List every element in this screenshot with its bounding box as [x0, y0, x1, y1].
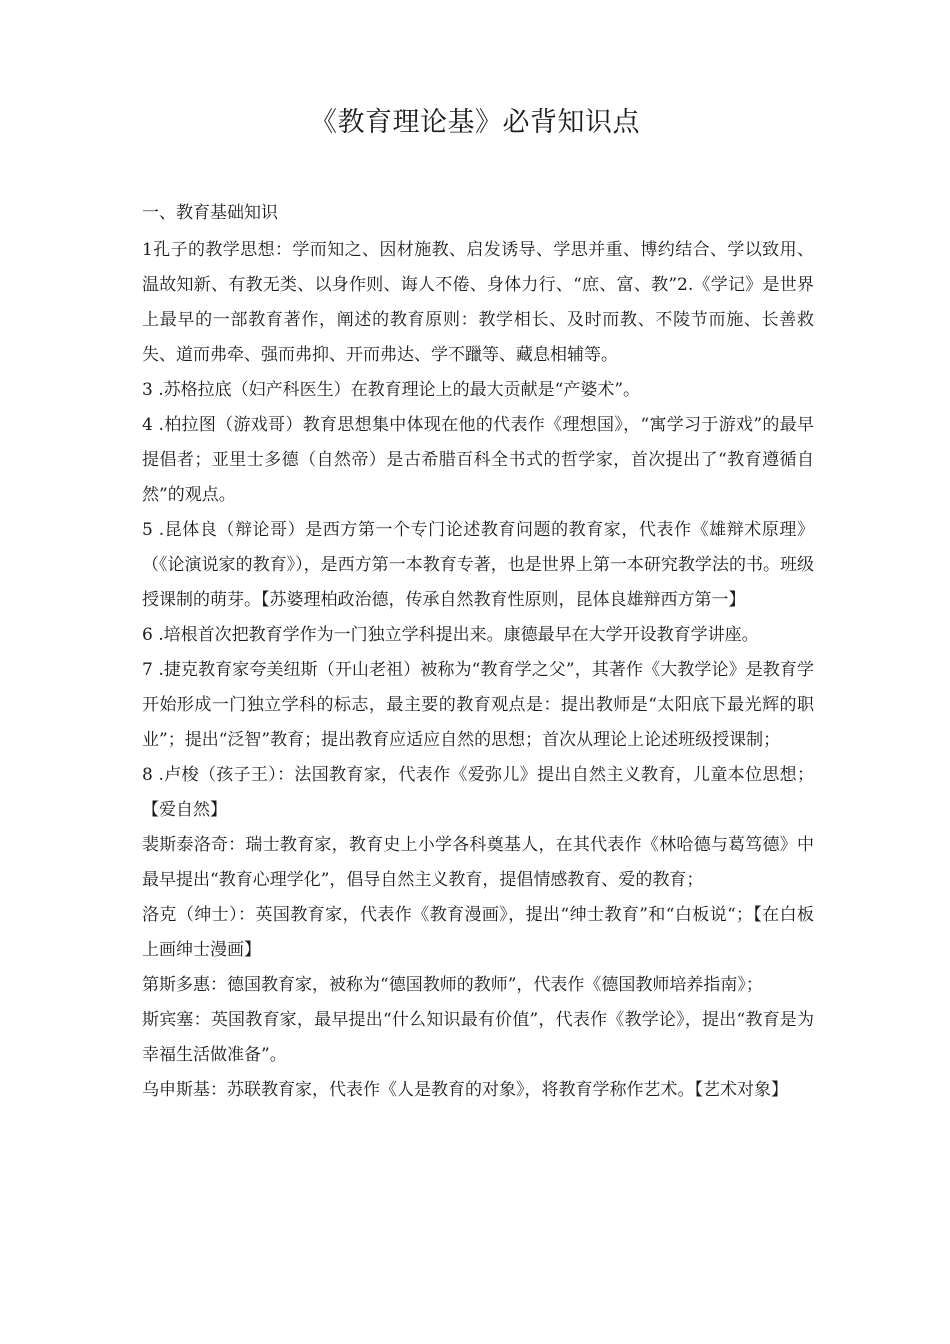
paragraph-diesterweg: 第斯多惠：德国教育家，被称为“德国教师的教师”，代表作《德国教师培养指南》；	[142, 975, 763, 995]
paragraph-plato-aristotle: 4 .柏拉图（游戏哥）教育思想集中体现在他的代表作《理想国》，“寓学习于游戏”的最早提倡者；亚里士多德（自然帝）是古希腊百科全书式的哲学家，首次提出了“教育遵循自然”的观点。	[142, 415, 814, 505]
paragraph-bacon-kant: 6 .培根首次把教育学作为一门独立学科提出来。康德最早在大学开设教育学讲座。	[142, 625, 759, 645]
paragraph-rousseau: 8 .卢梭（孩子王）：法国教育家，代表作《爱弥儿》提出自然主义教育，儿童本位思想；【爱自然】	[142, 765, 814, 820]
section-heading: 一、教育基础知识	[142, 203, 278, 223]
paragraph-quintilian: 5 .昆体良（辩论哥）是西方第一个专门论述教育问题的教育家，代表作《雄辩术原理》（《论演说家的教育》），是西方第一本教育专著，也是世界上第一本研究教学法的书。班级授课制的萌芽。【苏婆理柏政治德，传承自然教育性原则，昆体良雄辩西方第一】	[142, 520, 814, 610]
paragraph-pestalozzi: 裴斯泰洛奇：瑞士教育家，教育史上小学各科奠基人，在其代表作《林哈德与葛笃德》中最早提出“教育心理学化”，倡导自然主义教育，提倡情感教育、爱的教育；	[142, 835, 814, 890]
paragraph-ushinsky: 乌申斯基：苏联教育家，代表作《人是教育的对象》，将教育学称作艺术。【艺术对象】	[142, 1080, 788, 1100]
paragraph-spencer: 斯宾塞：英国教育家，最早提出“什么知识最有价值”，代表作《教学论》，提出“教育是为幸福生活做准备”。	[142, 1010, 814, 1065]
paragraph-comenius: 7 .捷克教育家夸美纽斯（开山老祖）被称为“教育学之父”，其著作《大教学论》是教育学开始形成一门独立学科的标志，最主要的教育观点是：提出教师是“太阳底下最光辉的职业”；提出“泛智”教育；提出教育应适应自然的思想；首次从理论上论述班级授课制；	[142, 660, 814, 750]
paragraph-socrates: 3 .苏格拉底（妇产科医生）在教育理论上的最大贡献是“产婆术”。	[142, 380, 641, 400]
document-body	[142, 196, 814, 1108]
paragraph-confucius-xueji: 1孔子的教学思想：学而知之、因材施教、启发诱导、学思并重、博约结合、学以致用、温故知新、有教无类、以身作则、诲人不倦、身体力行、“庶、富、教”2.《学记》是世界上最早的一部教育著作，阐述的教育原则：教学相长、及时而教、不陵节而施、长善救失、道而弗牵、强而弗抑、开而弗达、学不躐等、藏息相辅等。	[142, 240, 814, 365]
paragraph-locke: 洛克（绅士）：英国教育家，代表作《教育漫画》，提出“绅士教育”和“白板说“；【在白板上画绅士漫画】	[142, 905, 814, 960]
document-title: 《教育理论基》必背知识点	[310, 107, 640, 138]
